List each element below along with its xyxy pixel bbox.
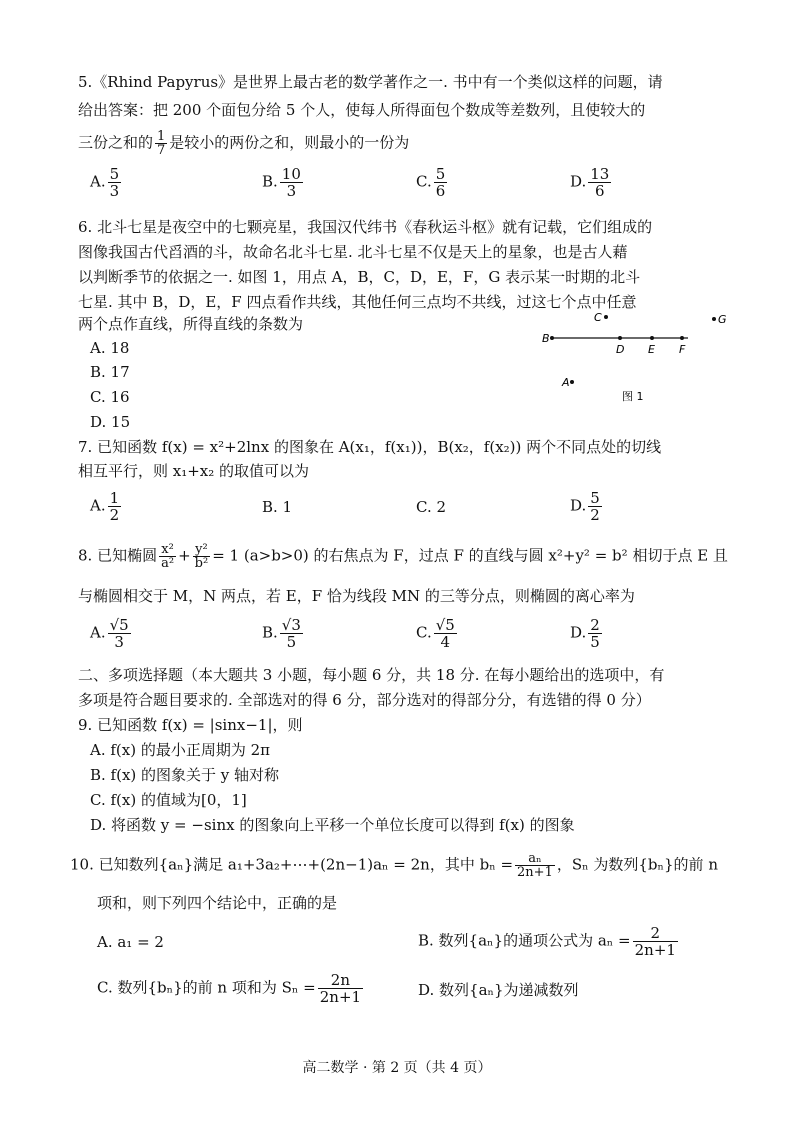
option-fraction <box>280 617 303 650</box>
option-fraction <box>318 972 363 1005</box>
q9-option-b: B. f(x) 的图象关于 y 轴对称 <box>90 766 280 784</box>
option-text: C. 数列{bₙ}的前 n 项和为 Sₙ = <box>97 978 316 997</box>
frac-num: 2 <box>633 925 678 942</box>
q6-option-b: B. 17 <box>90 363 130 381</box>
q10-line2: 项和，则下列四个结论中，正确的是 <box>97 894 338 912</box>
point-c-label: C <box>594 311 602 324</box>
option-fraction <box>588 166 611 199</box>
q8-line1-post: = 1 (a>b>0) 的右焦点为 F，过点 F 的直线与圆 x²+y² = b² 相切于点 E 且 <box>212 546 728 565</box>
frac-den: b² <box>194 556 209 571</box>
q7-option-b: B. 1 <box>262 498 293 516</box>
q6-option-d: D. 15 <box>90 413 131 431</box>
q9-option-d: D. 将函数 y = −sinx 的图象向上平移一个单位长度可以得到 f(x) 的图象 <box>90 816 575 834</box>
frac-den: 3 <box>109 182 120 200</box>
figure-1-big-dipper <box>530 305 740 405</box>
frac-num: y² <box>193 543 211 557</box>
q7-line2: 相互平行，则 x₁+x₂ 的取值可以为 <box>78 462 310 480</box>
option-fraction <box>434 617 457 650</box>
q6-option-c: C. 16 <box>90 388 130 406</box>
option-label: D. <box>570 172 587 191</box>
q8-line2: 与椭圆相交于 M，N 两点，若 E，F 恰为线段 MN 的三等分点，则椭圆的离心率为 <box>78 587 635 605</box>
frac-num: √5 <box>109 616 129 634</box>
q8-option-a <box>90 617 133 650</box>
option-label: D. <box>570 623 587 642</box>
frac-num: √3 <box>281 616 301 634</box>
section2-header-line2: 多项是符合题目要求的. 全部选对的得 6 分，部分选对的得部分分，有选错的得 0 分） <box>78 691 651 709</box>
b-n-fraction <box>515 852 555 879</box>
option-fraction <box>108 617 131 650</box>
option-fraction <box>280 166 303 199</box>
frac-num: 13 <box>590 165 610 183</box>
ellipse-y-fraction <box>193 543 211 570</box>
q5-option-c <box>416 166 449 199</box>
frac-den: 3 <box>286 182 297 200</box>
q5-line2: 给出答案：把 200 个面包分给 5 个人，使每人所得面包个数成等差数列，且使较大的 <box>78 101 646 119</box>
point-f-label: F <box>679 343 686 356</box>
q10-line1 <box>70 852 718 879</box>
point-g <box>712 317 716 321</box>
option-fraction <box>633 925 678 958</box>
frac-den: 2n+1 <box>517 865 553 880</box>
section2-header-line1: 二、多项选择题（本大题共 3 小题，每小题 6 分，共 18 分. 在每小题给出的选项中，有 <box>78 666 665 684</box>
q10-option-c <box>97 972 365 1005</box>
q6-line3: 以判断季节的依据之一. 如图 1，用点 A，B，C，D，E，F，G 表示某一时期的北斗 <box>78 268 641 286</box>
option-text: B. 数列{aₙ}的通项公式为 aₙ = <box>418 931 631 950</box>
point-e <box>650 336 654 340</box>
option-label: A. <box>90 623 106 642</box>
point-f <box>680 336 684 340</box>
q7-option-d <box>570 490 604 523</box>
frac-num: 2n <box>318 972 363 989</box>
q5-option-a <box>90 166 123 199</box>
point-g-label: G <box>718 313 727 326</box>
point-b <box>550 336 554 340</box>
option-label: D. <box>570 496 587 515</box>
q10-option-b <box>418 925 680 958</box>
q7-option-c: C. 2 <box>416 498 447 516</box>
q5-line3 <box>78 130 409 157</box>
q5-line3-pre: 三份之和的 <box>78 133 154 152</box>
q9-stem: 9. 已知函数 f(x) = |sinx−1|，则 <box>78 716 303 734</box>
frac-num: 2 <box>590 616 600 634</box>
q6-line5: 两个点作直线，所得直线的条数为 <box>78 315 304 333</box>
figure-caption: 图 1 <box>622 390 644 403</box>
frac-den: 2n+1 <box>319 988 362 1006</box>
q10-line1-pre: 10. 已知数列{aₙ}满足 a₁+3a₂+⋯+(2n−1)aₙ = 2n，其中 bₙ = <box>70 855 514 874</box>
frac-num: √5 <box>435 616 455 634</box>
point-c <box>604 315 608 319</box>
point-d-label: D <box>616 343 625 356</box>
frac-num: 10 <box>281 165 301 183</box>
q10-line1-post: ，Sₙ 为数列{bₙ}的前 n <box>556 855 718 874</box>
option-label: A. <box>90 496 106 515</box>
point-a-label: A <box>562 376 570 389</box>
q5-option-b <box>262 166 305 199</box>
point-d <box>618 336 622 340</box>
q8-option-b <box>262 617 305 650</box>
option-label: C. <box>416 172 432 191</box>
frac-num: 1 <box>109 489 120 507</box>
q5-option-d <box>570 166 613 199</box>
q8-line1: 8. 已知椭圆 $\frac{\text{x²}}{\text{a²}}$ + $\frac{\text{y²}}{\text{b²}}$ = 1 (a>b>0) 的右焦点为 F，过点 F 的直线与圆 x²+y² = b² 相切于点 E 且 <box>78 542 728 571</box>
frac-den: 5 <box>590 633 600 651</box>
option-fraction <box>108 166 122 199</box>
frac-den: 6 <box>595 182 605 200</box>
q8-option-c <box>416 617 459 650</box>
frac-den: 2n+1 <box>634 941 676 959</box>
q8-option-d <box>570 617 604 650</box>
frac-den: 2 <box>590 506 600 524</box>
page-footer: 高二数学 · 第 2 页（共 4 页） <box>302 1060 492 1076</box>
frac-num: 5 <box>109 165 120 183</box>
frac-den: 6 <box>435 182 446 200</box>
frac-den: 2 <box>109 506 120 524</box>
q5-fraction <box>155 130 167 157</box>
point-b-label: B <box>542 332 550 345</box>
ellipse-x-fraction <box>159 543 176 570</box>
option-label: B. <box>262 172 278 191</box>
q5-frac-den: 7 <box>157 143 166 158</box>
q7-option-a <box>90 490 123 523</box>
q10-option-a: A. a₁ = 2 <box>97 933 164 951</box>
q5-frac-num: 1 <box>157 129 166 144</box>
frac-num: 5 <box>435 165 446 183</box>
option-fraction <box>108 490 122 523</box>
frac-num: 5 <box>590 489 600 507</box>
option-label: A. <box>90 172 106 191</box>
option-fraction <box>434 166 448 199</box>
point-a <box>570 380 574 384</box>
frac-den: a² <box>161 556 175 571</box>
q6-line4: 七星. 其中 B，D，E，F 四点看作共线，其他任何三点均不共线，过这七个点中任意 <box>78 293 637 311</box>
q6-line1: 6. 北斗七星是夜空中的七颗亮星，我国汉代纬书《春秋运斗枢》就有记载，它们组成的 <box>78 218 653 236</box>
point-e-label: E <box>648 343 655 356</box>
q10-option-d: D. 数列{aₙ}为递减数列 <box>418 981 579 999</box>
q6-option-a: A. 18 <box>90 339 130 357</box>
frac-den: 4 <box>440 633 451 651</box>
q9-option-a: A. f(x) 的最小正周期为 2π <box>90 741 271 759</box>
frac-den: 5 <box>286 633 297 651</box>
frac-den: 3 <box>114 633 124 651</box>
option-fraction <box>588 490 602 523</box>
option-label: C. <box>416 623 432 642</box>
q7-line1: 7. 已知函数 f(x) = x²+2lnx 的图象在 A(x₁，f(x₁))，B(x₂，f(x₂)) 两个不同点处的切线 <box>78 438 662 456</box>
q8-line1-pre: 8. 已知椭圆 <box>78 546 158 565</box>
q9-option-c: C. f(x) 的值域为[0，1] <box>90 791 247 809</box>
frac-num: aₙ <box>515 852 555 866</box>
option-label: B. <box>262 623 278 642</box>
option-fraction <box>588 617 602 650</box>
q5-line3-post: 是较小的两份之和，则最小的一份为 <box>169 133 410 152</box>
q6-line2: 图像我国古代舀酒的斗，故命名北斗七星. 北斗七星不仅是天上的星象，也是古人藉 <box>78 243 628 261</box>
frac-num: x² <box>159 543 176 557</box>
q5-line1: 5.《Rhind Papyrus》是世界上最古老的数学著作之一. 书中有一个类似这样的问题，请 <box>78 73 663 91</box>
